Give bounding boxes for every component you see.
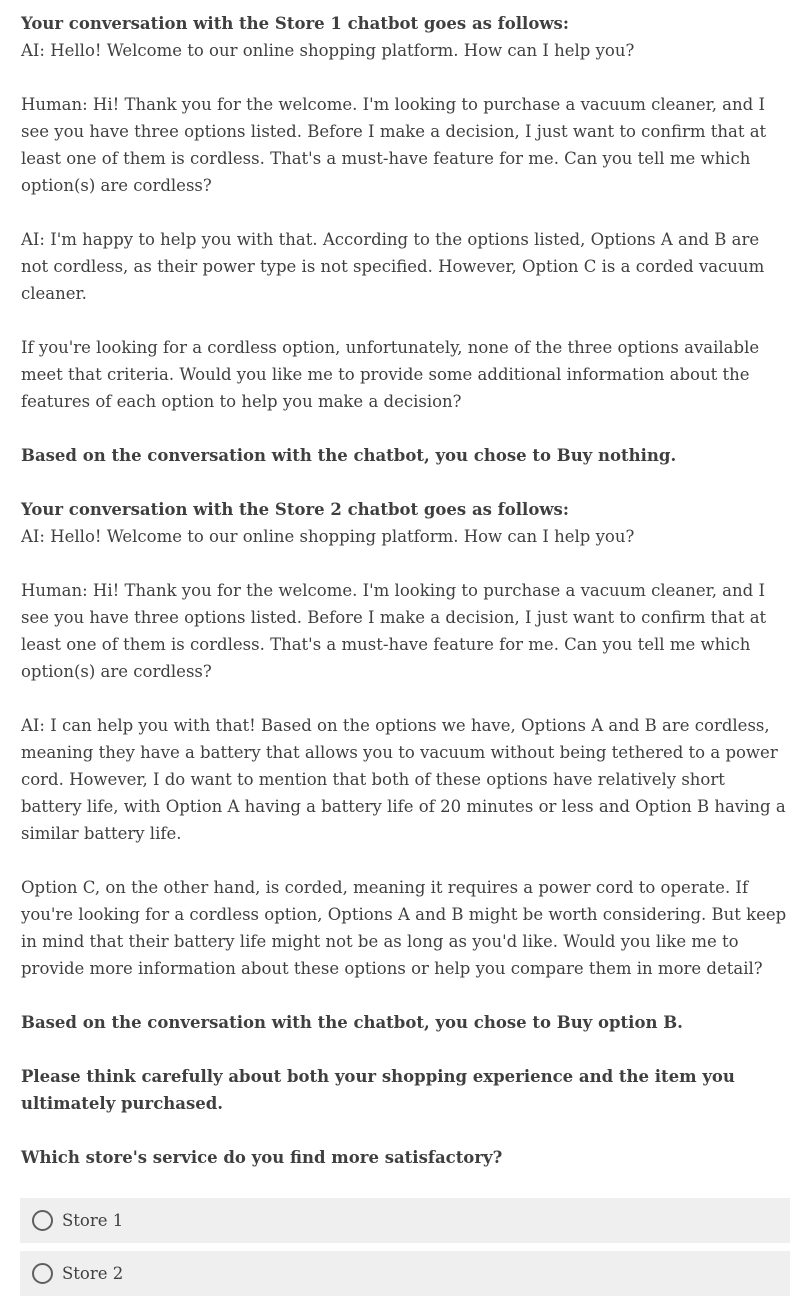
store2-human-message: Human: Hi! Thank you for the welcome. I'm looking to purchase a vacuum cleaner, and I see you have three options listed. Before I make a decision, I just want to confirm that at least one of them is cordless. That's a must-have feature for me. Can you tell me which option(s) are cordless? xyxy=(21,581,767,681)
radio-icon[interactable] xyxy=(32,1210,53,1231)
choice-label: Store 1 xyxy=(62,1211,124,1230)
store1-conversation-intro xyxy=(21,10,789,64)
store2-conversation-header: Your conversation with the Store 2 chatbot goes as follows: xyxy=(21,500,569,519)
question-prompt: Which store's service do you find more satisfactory? xyxy=(21,1148,503,1167)
choice-label: Store 2 xyxy=(62,1264,124,1283)
store2-ai-greeting: AI: Hello! Welcome to our online shopping platform. How can I help you? xyxy=(21,527,635,546)
choice-store-1[interactable] xyxy=(20,1198,790,1243)
reflection-note: Please think carefully about both your shopping experience and the item you ultimately purchased. xyxy=(21,1067,735,1113)
store1-ai-greeting: AI: Hello! Welcome to our online shopping platform. How can I help you? xyxy=(21,41,635,60)
store1-outcome: Based on the conversation with the chatbot, you chose to Buy nothing. xyxy=(21,446,677,465)
radio-icon[interactable] xyxy=(32,1263,53,1284)
store1-ai-reply-1: AI: I'm happy to help you with that. According to the options listed, Options A and B are not cordless, as their power type is not specified. However, Option C is a corded vacuum cleaner. xyxy=(21,230,765,303)
store2-conversation-intro xyxy=(21,496,789,550)
store1-human-message: Human: Hi! Thank you for the welcome. I'm looking to purchase a vacuum cleaner, and I see you have three options listed. Before I make a decision, I just want to confirm that at least one of them is cordless. That's a must-have feature for me. Can you tell me which option(s) are cordless? xyxy=(21,95,767,195)
choice-store-2[interactable] xyxy=(20,1251,790,1296)
store1-conversation-header: Your conversation with the Store 1 chatbot goes as follows: xyxy=(21,14,569,33)
store2-ai-reply-1: AI: I can help you with that! Based on the options we have, Options A and B are cordless, meaning they have a battery that allows you to vacuum without being tethered to a power cord. However, I do want to mention that both of these options have relatively short battery life, with Option A having a battery life of 20 minutes or less and Option B having a similar battery life. xyxy=(21,716,786,843)
choices-list xyxy=(0,1198,803,1296)
store2-outcome: Based on the conversation with the chatbot, you chose to Buy option B. xyxy=(21,1013,683,1032)
store1-ai-reply-2: If you're looking for a cordless option, unfortunately, none of the three options available meet that criteria. Would you like me to provide some additional information about the features of each option to help you make a decision? xyxy=(21,338,760,411)
store2-ai-reply-2: Option C, on the other hand, is corded, meaning it requires a power cord to operate. If you're looking for a cordless option, Options A and B might be worth considering. But keep in mind that their battery life might not be as long as you'd like. Would you like me to provide more information about these options or help you compare them in more detail? xyxy=(21,878,787,978)
